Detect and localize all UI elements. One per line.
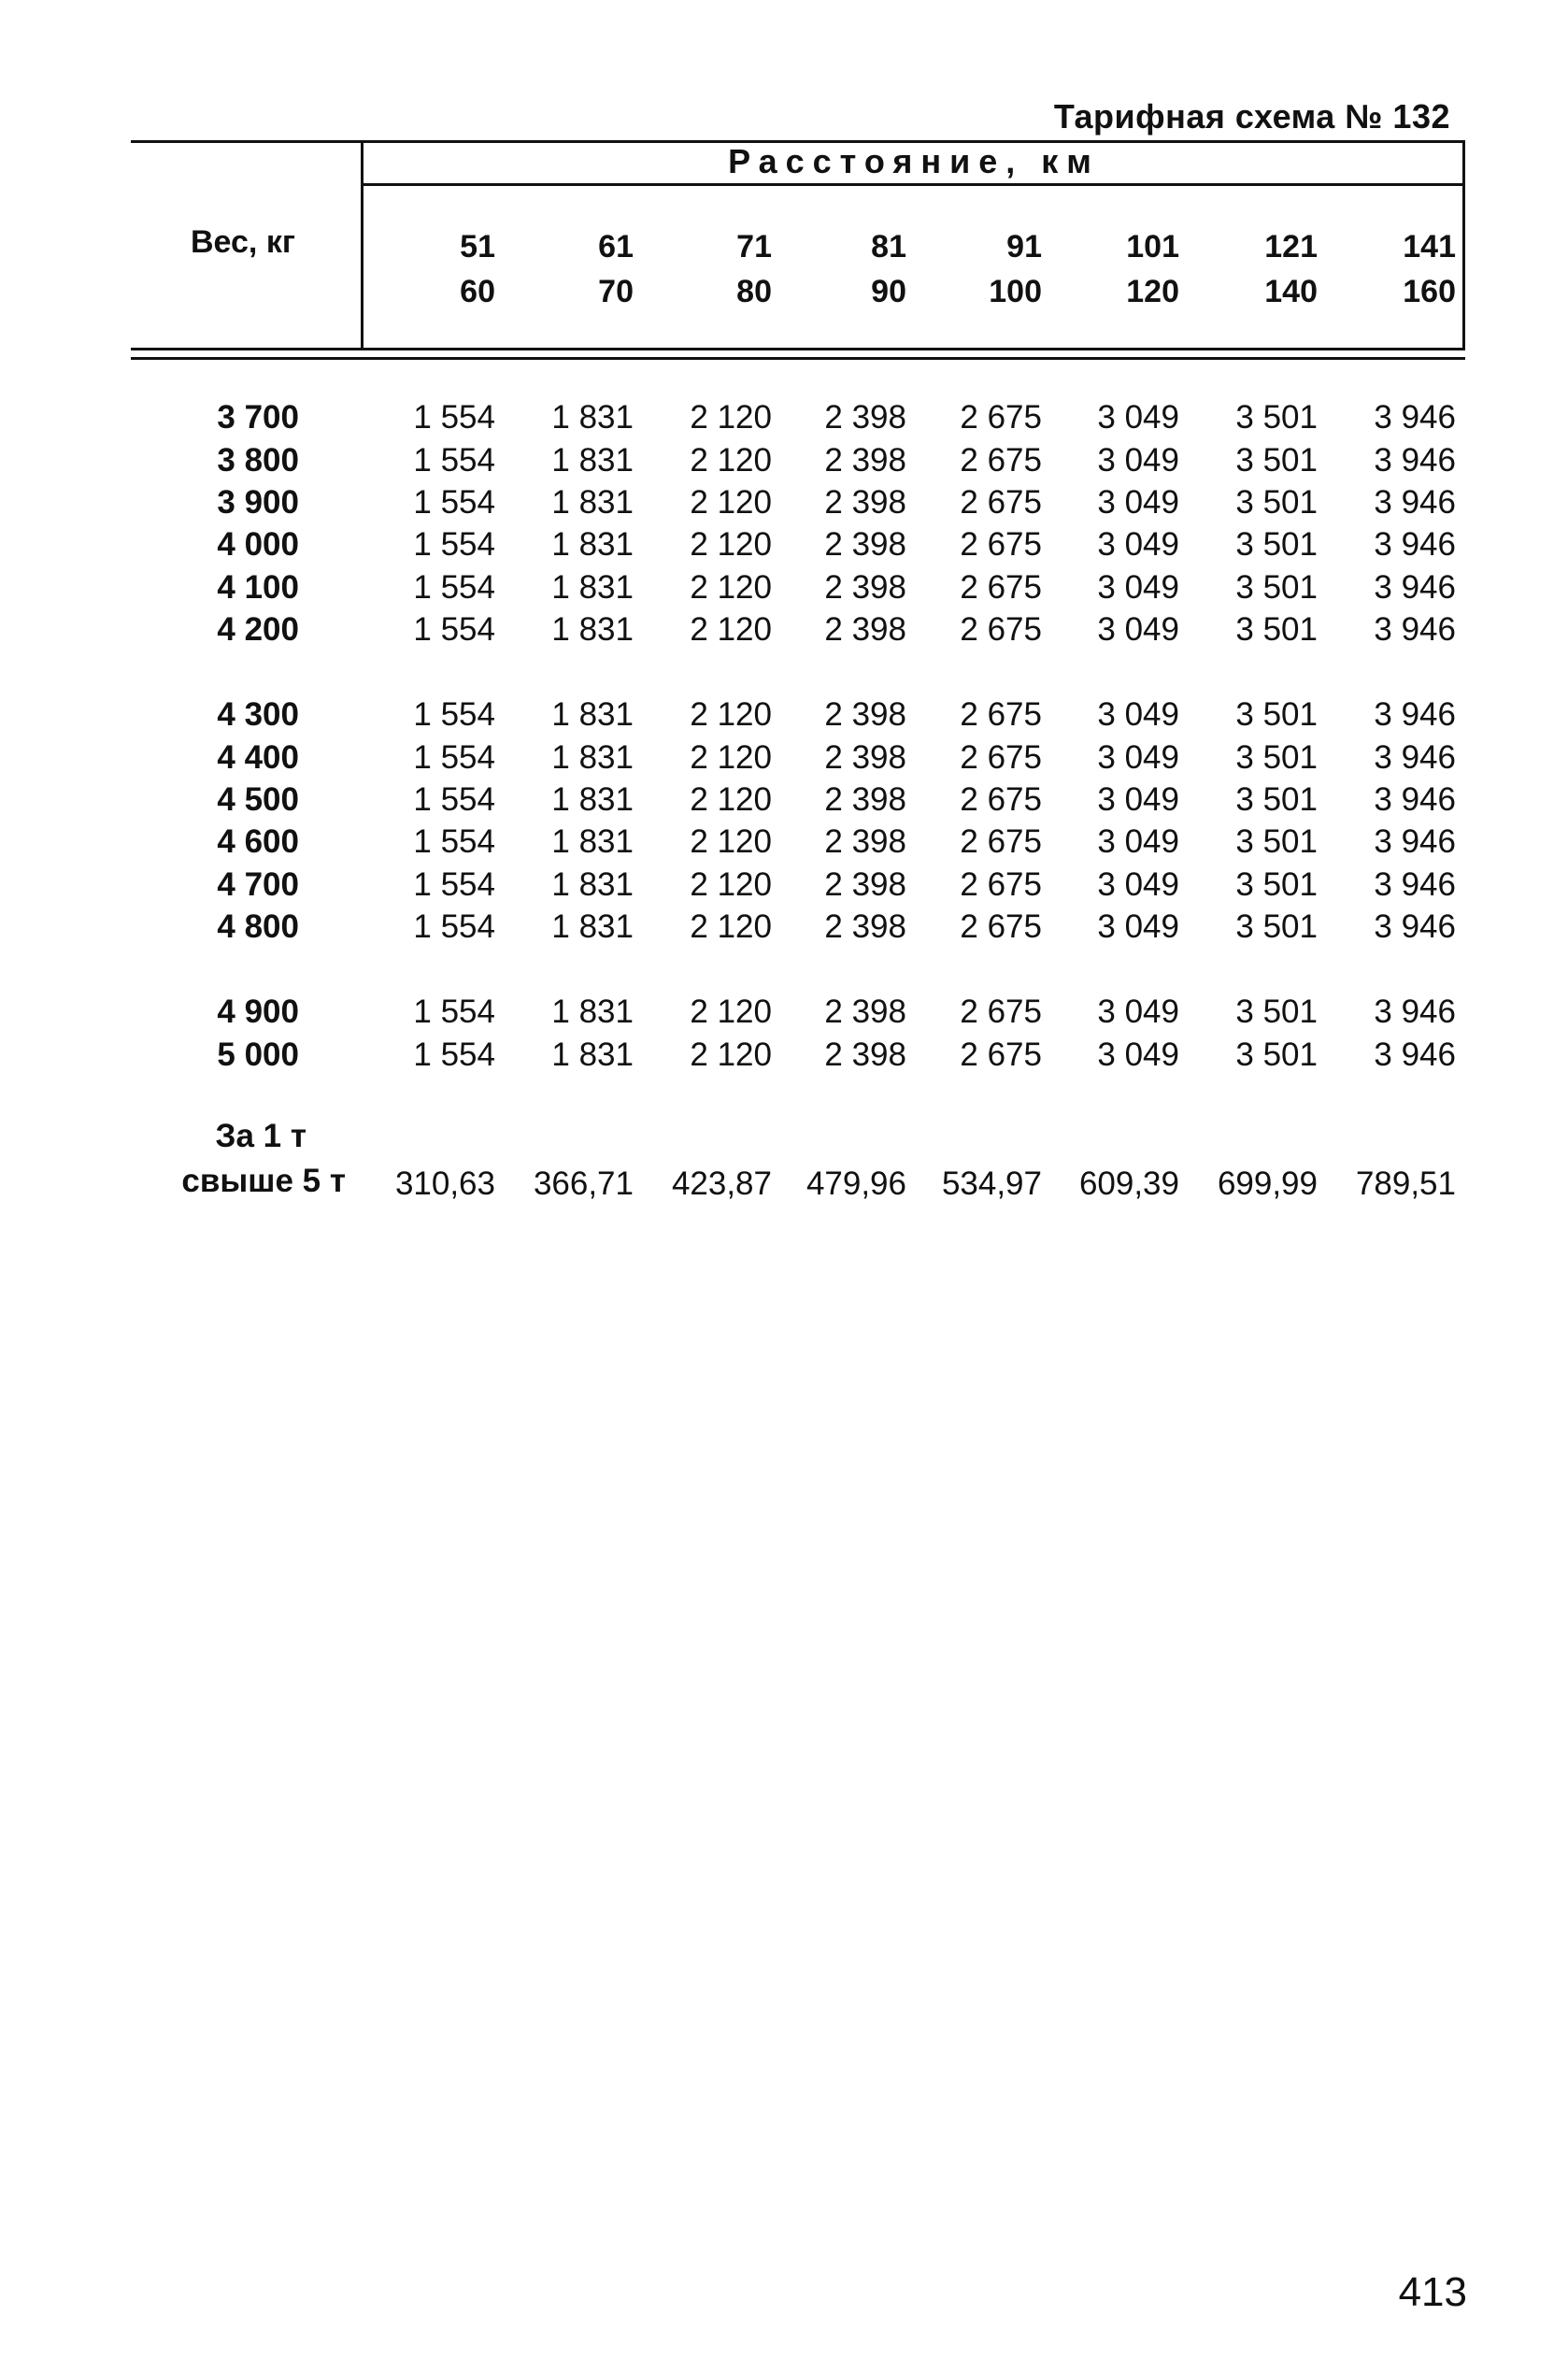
tariff-cell: 1 554 [413, 866, 495, 903]
tariff-cell: 1 831 [551, 908, 634, 945]
tariff-cell: 2 398 [824, 739, 906, 776]
tariff-cell: 3 946 [1374, 908, 1456, 945]
table-row [0, 864, 1568, 907]
tariff-cell: 3 049 [1097, 739, 1179, 776]
row-weight: 4 700 [217, 866, 299, 903]
per-ton-label-line1: За 1 т [215, 1118, 306, 1154]
tariff-cell: 2 398 [824, 1036, 906, 1073]
table-row [0, 736, 1568, 779]
table-row [0, 991, 1568, 1034]
tariff-cell: 2 675 [960, 569, 1042, 606]
tariff-cell: 1 554 [413, 823, 495, 860]
table-row [0, 396, 1568, 439]
tariff-cell: 1 554 [413, 484, 495, 521]
tariff-cell: 2 398 [824, 484, 906, 521]
tariff-cell: 3 946 [1374, 484, 1456, 521]
per-ton-value: 789,51 [1355, 1165, 1456, 1202]
scheme-title: Тарифная схема № 132 [1053, 97, 1450, 136]
per-ton-value: 699,99 [1217, 1165, 1318, 1202]
tariff-cell: 2 675 [960, 696, 1042, 733]
tariff-cell: 1 831 [551, 823, 634, 860]
tariff-cell: 3 946 [1374, 866, 1456, 903]
tariff-cell: 2 398 [824, 442, 906, 479]
tariff-cell: 1 554 [413, 611, 495, 648]
table-row [0, 566, 1568, 609]
tariff-cell: 2 398 [824, 823, 906, 860]
row-weight: 5 000 [217, 1036, 299, 1073]
tariff-cell: 3 049 [1097, 866, 1179, 903]
table-row [0, 693, 1568, 736]
tariff-cell: 3 501 [1235, 823, 1318, 860]
tariff-cell: 1 831 [551, 569, 634, 606]
tariff-cell: 2 120 [690, 611, 772, 648]
tariff-cell: 2 398 [824, 994, 906, 1030]
row-weight: 4 200 [217, 611, 299, 648]
tariff-cell: 1 831 [551, 994, 634, 1030]
tariff-cell: 3 946 [1374, 739, 1456, 776]
tariff-cell: 3 501 [1235, 569, 1318, 606]
tariff-cell: 2 675 [960, 1036, 1042, 1073]
tariff-cell: 2 398 [824, 696, 906, 733]
tariff-cell: 3 501 [1235, 739, 1318, 776]
per-ton-value: 479,96 [805, 1165, 906, 1202]
row-weight: 3 800 [217, 442, 299, 479]
per-ton-value: 534,97 [941, 1165, 1042, 1202]
tariff-cell: 3 049 [1097, 823, 1179, 860]
tariff-cell: 2 675 [960, 484, 1042, 521]
row-weight: 3 700 [217, 399, 299, 436]
tariff-cell: 2 120 [690, 484, 772, 521]
tariff-cell: 1 554 [413, 526, 495, 563]
tariff-cell: 2 675 [960, 994, 1042, 1030]
tariff-cell: 2 120 [690, 569, 772, 606]
row-weight: 3 900 [217, 484, 299, 521]
tariff-cell: 2 675 [960, 866, 1042, 903]
range-header: 101 120 [1126, 229, 1179, 309]
tariff-cell: 1 554 [413, 442, 495, 479]
per-ton-value: 310,63 [394, 1165, 495, 1202]
tariff-cell: 1 831 [551, 611, 634, 648]
table-row [0, 608, 1568, 651]
table-row [0, 821, 1568, 864]
page-number: 413 [1398, 2269, 1467, 2315]
tariff-cell: 2 120 [690, 696, 772, 733]
tariff-cell: 2 120 [690, 866, 772, 903]
tariff-cell: 3 501 [1235, 994, 1318, 1030]
tariff-cell: 3 501 [1235, 611, 1318, 648]
tariff-cell: 1 831 [551, 781, 634, 818]
tariff-cell: 1 554 [413, 399, 495, 436]
tariff-cell: 2 120 [690, 526, 772, 563]
tariff-cell: 3 049 [1097, 569, 1179, 606]
tariff-cell: 2 398 [824, 908, 906, 945]
per-ton-value: 609,39 [1078, 1165, 1179, 1202]
row-weight: 4 100 [217, 569, 299, 606]
tariff-cell: 1 554 [413, 696, 495, 733]
tariff-cell: 3 946 [1374, 442, 1456, 479]
row-weight: 4 400 [217, 739, 299, 776]
tariff-cell: 3 946 [1374, 569, 1456, 606]
tariff-cell: 2 398 [824, 781, 906, 818]
row-weight: 4 300 [217, 696, 299, 733]
tariff-cell: 3 501 [1235, 1036, 1318, 1073]
tariff-cell: 1 831 [551, 526, 634, 563]
table-row [0, 1034, 1568, 1077]
tariff-cell: 3 049 [1097, 908, 1179, 945]
tariff-cell: 1 831 [551, 399, 634, 436]
tariff-cell: 2 398 [824, 526, 906, 563]
tariff-cell: 1 554 [413, 781, 495, 818]
tariff-cell: 1 554 [413, 739, 495, 776]
range-header: 81 90 [871, 229, 906, 309]
table-row [0, 779, 1568, 822]
tariff-cell: 3 049 [1097, 484, 1179, 521]
tariff-cell: 3 049 [1097, 399, 1179, 436]
tariff-cell: 2 675 [960, 739, 1042, 776]
tariff-cell: 2 398 [824, 399, 906, 436]
tariff-cell: 1 831 [551, 484, 634, 521]
tariff-cell: 2 120 [690, 739, 772, 776]
tariff-cell: 2 120 [690, 399, 772, 436]
tariff-cell: 3 946 [1374, 696, 1456, 733]
per-ton-label-line2: свыше 5 т [181, 1163, 346, 1199]
tariff-cell: 1 831 [551, 442, 634, 479]
table-row [0, 523, 1568, 566]
per-ton-row [0, 1163, 1568, 1206]
tariff-cell: 2 675 [960, 399, 1042, 436]
tariff-cell: 1 831 [551, 739, 634, 776]
tariff-cell: 3 946 [1374, 526, 1456, 563]
tariff-cell: 3 049 [1097, 442, 1179, 479]
tariff-cell: 3 501 [1235, 781, 1318, 818]
tariff-cell: 2 675 [960, 526, 1042, 563]
tariff-cell: 3 049 [1097, 781, 1179, 818]
tariff-cell: 3 049 [1097, 994, 1179, 1030]
table-row [0, 439, 1568, 482]
table-row [0, 906, 1568, 949]
tariff-cell: 2 398 [824, 611, 906, 648]
tariff-cell: 3 501 [1235, 399, 1318, 436]
range-header: 61 70 [598, 229, 634, 309]
tariff-cell: 1 831 [551, 866, 634, 903]
tariff-cell: 2 120 [690, 442, 772, 479]
tariff-cell: 3 501 [1235, 696, 1318, 733]
row-weight: 4 600 [217, 823, 299, 860]
per-ton-value: 423,87 [671, 1165, 772, 1202]
tariff-cell: 2 120 [690, 781, 772, 818]
range-header: 121 140 [1264, 229, 1318, 309]
tariff-cell: 1 554 [413, 1036, 495, 1073]
tariff-cell: 1 554 [413, 908, 495, 945]
tariff-cell: 2 120 [690, 994, 772, 1030]
tariff-cell: 3 501 [1235, 908, 1318, 945]
tariff-cell: 2 398 [824, 569, 906, 606]
tariff-cell: 2 120 [690, 1036, 772, 1073]
tariff-cell: 1 554 [413, 994, 495, 1030]
tariff-cell: 3 049 [1097, 611, 1179, 648]
tariff-cell: 2 675 [960, 908, 1042, 945]
tariff-cell: 3 501 [1235, 866, 1318, 903]
tariff-cell: 2 120 [690, 823, 772, 860]
tariff-cell: 3 946 [1374, 611, 1456, 648]
tariff-cell: 3 049 [1097, 696, 1179, 733]
row-weight: 4 900 [217, 994, 299, 1030]
row-weight: 4 000 [217, 526, 299, 563]
tariff-cell: 3 946 [1374, 1036, 1456, 1073]
tariff-cell: 2 120 [690, 908, 772, 945]
tariff-cell: 3 049 [1097, 1036, 1179, 1073]
range-header: 51 60 [460, 229, 495, 309]
tariff-cell: 3 501 [1235, 484, 1318, 521]
tariff-cell: 2 675 [960, 823, 1042, 860]
tariff-cell: 2 675 [960, 611, 1042, 648]
tariff-cell: 3 946 [1374, 823, 1456, 860]
tariff-cell: 3 946 [1374, 994, 1456, 1030]
tariff-cell: 3 946 [1374, 781, 1456, 818]
tariff-cell: 1 831 [551, 696, 634, 733]
tariff-cell: 3 501 [1235, 442, 1318, 479]
range-header: 141 160 [1403, 229, 1456, 309]
row-weight: 4 500 [217, 781, 299, 818]
tariff-cell: 1 831 [551, 1036, 634, 1073]
tariff-cell: 3 049 [1097, 526, 1179, 563]
table-row [0, 481, 1568, 524]
row-weight: 4 800 [217, 908, 299, 945]
tariff-cell: 3 501 [1235, 526, 1318, 563]
distance-header: Расстояние, км [728, 142, 1100, 180]
weight-header: Вес, кг [191, 224, 295, 260]
tariff-cell: 2 675 [960, 442, 1042, 479]
tariff-cell: 3 946 [1374, 399, 1456, 436]
range-header: 91 100 [989, 229, 1042, 309]
tariff-cell: 2 398 [824, 866, 906, 903]
tariff-cell: 2 675 [960, 781, 1042, 818]
per-ton-value: 366,71 [533, 1165, 634, 1202]
range-header: 71 80 [736, 229, 772, 309]
tariff-cell: 1 554 [413, 569, 495, 606]
